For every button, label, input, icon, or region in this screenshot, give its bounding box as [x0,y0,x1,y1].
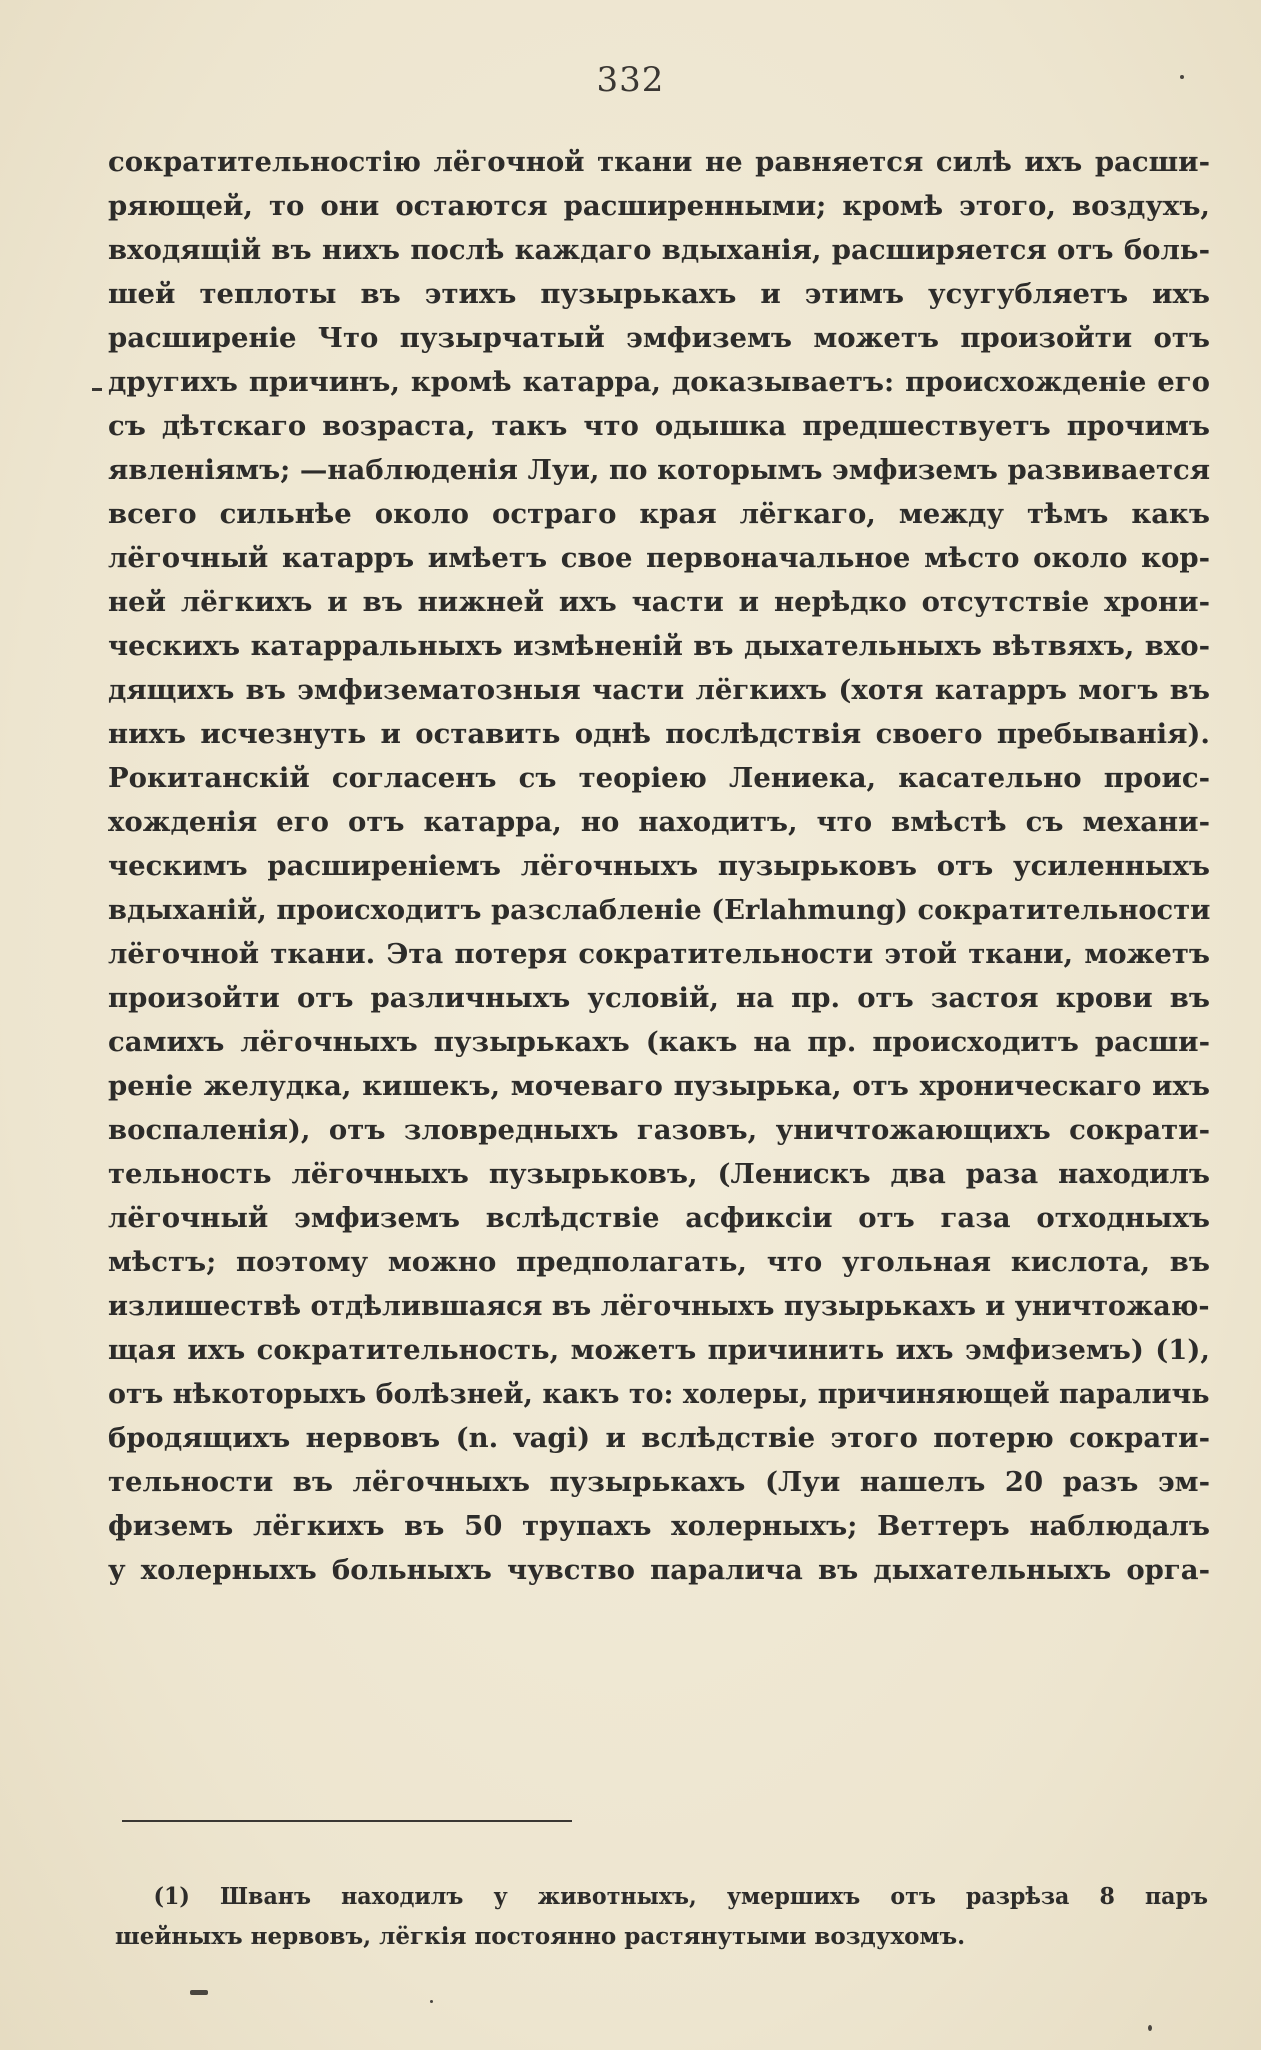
text-line: явленіямъ; —наблюденія Луи, по которымъ эмфиземъ развивается [108,454,1211,486]
text-line: физемъ лёгкихъ въ 50 трупахъ холерныхъ; Веттеръ наблюдалъ [108,1510,1210,1542]
footnote [115,1877,1210,1957]
text-line: входящій въ нихъ послѣ каждаго вдыханія, расширяется отъ боль- [108,234,1210,266]
main-text [108,140,1210,1592]
text-line: произойти отъ различныхъ условій, на пр. отъ застоя крови въ [108,982,1210,1014]
text-line: воспаленія), отъ зловредныхъ газовъ, уничтожающихъ сократи- [108,1114,1210,1146]
paper-speck [1180,75,1184,79]
text-line: Рокитанскій согласенъ съ теоріею Лениека, касательно проис- [108,762,1210,794]
paper-speck [1148,2025,1152,2031]
text-line: тельности въ лёгочныхъ пузырькахъ (Луи нашелъ 20 разъ эм- [108,1466,1210,1498]
footnote-line: (1) Шванъ находилъ у животныхъ, умершихъ отъ разрѣза 8 паръ [153,1883,1209,1910]
text-line: сократительностію лёгочной ткани не равняется силѣ ихъ расши- [108,146,1210,178]
text-line: лёгочной ткани. Эта потеря сократительности этой ткани, можетъ [108,938,1210,970]
text-line: реніе желудка, кишекъ, мочеваго пузырька, отъ хроническаго ихъ [108,1070,1210,1102]
text-line: ряющей, то они остаются расширенными; кромѣ этого, воздухъ, [108,190,1210,222]
text-line: мѣстъ; поэтому можно предполагать, что угольная кислота, въ [108,1246,1210,1278]
text-line: нихъ исчезнуть и оставить однѣ послѣдствія своего пребыванія). [108,718,1210,750]
text-line: ческихъ катарральныхъ измѣненій въ дыхательныхъ вѣтвяхъ, вхо- [108,630,1210,662]
text-line: всего сильнѣе около остраго края лёгкаго, между тѣмъ какъ [108,498,1210,530]
text-line: вдыханій, происходитъ разслабленіе (Erlahmung) сократительности [108,894,1211,926]
text-line: съ дѣтскаго возраста, такъ что одышка предшествуетъ прочимъ [108,410,1210,442]
text-line: лёгочный катарръ имѣетъ свое первоначальное мѣсто около кор- [108,542,1210,574]
text-line: лёгочный эмфиземъ вслѣдствіе асфиксіи отъ газа отходныхъ [108,1202,1210,1234]
page-number: 332 [596,60,665,100]
text-line: бродящихъ нервовъ (n. vagi) и вслѣдствіе этого потерю сократи- [108,1422,1210,1454]
text-line: дящихъ въ эмфизематозныя части лёгкихъ (хотя катарръ могъ въ [108,674,1210,706]
text-line: щая ихъ сократительность, можетъ причинить ихъ эмфиземъ) (1), [108,1334,1210,1366]
text-line: самихъ лёгочныхъ пузырькахъ (какъ на пр. происходитъ расши- [108,1026,1210,1058]
paper-speck [430,2000,433,2003]
text-line: хожденія его отъ катарра, но находитъ, что вмѣстѣ съ механи- [108,806,1210,838]
text-line: у холерныхъ больныхъ чувство паралича въ дыхательныхъ орга- [108,1554,1210,1586]
text-line: отъ нѣкоторыхъ болѣзней, какъ то: холеры, причиняющей параличь [108,1378,1210,1410]
footnote-line: шейныхъ нервовъ, лёгкія постоянно растянутыми воздухомъ. [115,1923,966,1950]
text-line: тельность лёгочныхъ пузырьковъ, (Ленискъ два раза находилъ [108,1158,1210,1190]
margin-mark [92,388,102,391]
paper-speck [190,1990,208,1995]
text-line: другихъ причинъ, кромѣ катарра, доказываетъ: происхожденіе его [108,366,1210,398]
text-line: излишествѣ отдѣлившаяся въ лёгочныхъ пузырькахъ и уничтожаю- [108,1290,1210,1322]
footnote-divider [122,1820,572,1822]
text-line: расширеніе Что пузырчатый эмфиземъ можетъ произойти отъ [108,322,1210,354]
text-line: шей теплоты въ этихъ пузырькахъ и этимъ усугубляетъ ихъ [108,278,1210,310]
text-line: ческимъ расширеніемъ лёгочныхъ пузырьковъ отъ усиленныхъ [108,850,1210,882]
text-line: ней лёгкихъ и въ нижней ихъ части и нерѣдко отсутствіе хрони- [108,586,1210,618]
